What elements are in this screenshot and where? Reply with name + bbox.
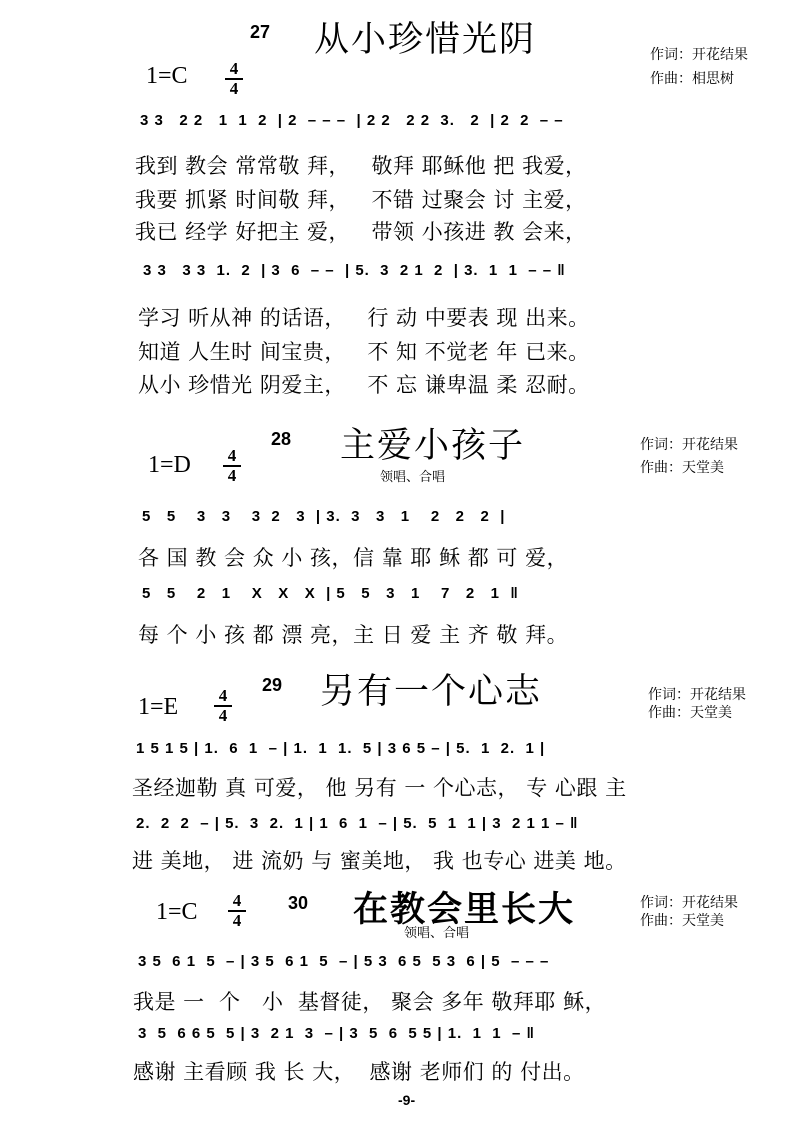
composer-credit: 作曲：天堂美 [640,913,724,929]
notation-line: 5 5 2 1 X X X | 5 5 3 1 7 2 1 ‖ [142,585,519,602]
lyric-line: 从小 珍惜光 阴爱主， 不 忘 谦卑温 柔 忍耐。 [138,373,590,397]
key-signature: 1=E [138,694,179,720]
lyric-line: 我要 抓紧 时间敬 拜， 不错 过聚会 讨 主爱， [135,188,587,212]
lyric-line: 感谢 主看顾 我 长 大， 感谢 老师们 的 付出。 [133,1060,585,1084]
lyric-line: 我是 一 个 小 基督徒， 聚会 多年 敬拜耶 稣， [133,990,607,1014]
lyricist-credit: 作词：开花结果 [640,895,738,911]
lyric-line: 我到 教会 常常敬 拜， 敬拜 耶稣他 把 我爱， [135,154,587,178]
song-title: 主爱小孩子 [340,426,526,466]
lyricist-credit: 作词：开花结果 [650,47,748,63]
notation-line: 1 5 1 5 | 1. 6 1 – | 1. 1 1. 5 | 3 6 5 – | 5. 1 2. 1 | [136,740,546,757]
notation-line: 3 5 6 1 5 – | 3 5 6 1 5 – | 5 3 6 5 5 3 6 | 5 – – – [138,953,550,970]
lyric-line: 我已 经学 好把主 爱， 带领 小孩进 教 会来， [135,220,587,244]
composer-credit: 作曲：天堂美 [640,460,724,476]
song-number: 29 [262,675,283,695]
lyric-line: 每 个 小 孩 都 漂 亮，主 日 爱 主 齐 敬 拜。 [138,623,569,647]
notation-line: 2. 2 2 – | 5. 3 2. 1 | 1 6 1 – | 5. 5 1 1 | 3 2 1 1 – ‖ [136,815,579,832]
time-signature: 4 4 [222,448,242,484]
song-title: 从小珍惜光阴 [314,20,537,60]
time-signature: 4 4 [227,893,247,929]
song-subtitle: 领唱、合唱 [380,470,446,485]
notation-line: 5 5 3 3 3 2 3 | 3. 3 3 1 2 2 2 | [142,508,506,525]
song-subtitle: 领唱、合唱 [404,926,470,941]
notation-line: 3 3 2 2 1 1 2 | 2 – – – | 2 2 2 2 3. 2 | 2 2 – – [140,112,564,129]
song-number: 30 [288,893,309,913]
time-signature: 4 4 [213,688,233,724]
notation-line: 3 5 6 6 5 5 | 3 2 1 3 – | 3 5 6 5 5 | 1. 1 1 – ‖ [138,1025,535,1042]
lyricist-credit: 作词：开花结果 [648,687,746,703]
song-title: 另有一个心志 [320,672,543,712]
song-title: 在教会里长大 [353,890,576,930]
lyric-line: 学习 听从神 的话语， 行 动 中要表 现 出来。 [138,306,590,330]
time-signature: 4 4 [224,61,244,97]
song-number: 27 [250,22,271,42]
page-number: -9- [398,1092,416,1108]
lyricist-credit: 作词：开花结果 [640,437,738,453]
lyric-line: 进 美地， 进 流奶 与 蜜美地， 我 也专心 进美 地。 [132,849,627,873]
key-signature: 1=D [148,452,191,478]
composer-credit: 作曲：相思树 [650,71,734,87]
lyric-line: 知道 人生时 间宝贵， 不 知 不觉老 年 已来。 [138,340,590,364]
key-signature: 1=C [156,899,198,925]
composer-credit: 作曲：天堂美 [648,705,732,721]
notation-line: 3 3 3 3 1. 2 | 3 6 – – | 5. 3 2 1 2 | 3. 1 1 – – ‖ [143,262,566,279]
song-number: 28 [271,429,292,449]
lyric-line: 各 国 教 会 众 小 孩，信 靠 耶 稣 都 可 爱， [138,546,569,570]
lyric-line: 圣经迦勒 真 可爱， 他 另有 一 个心志， 专 心跟 主 [132,776,627,800]
key-signature: 1=C [146,63,188,89]
